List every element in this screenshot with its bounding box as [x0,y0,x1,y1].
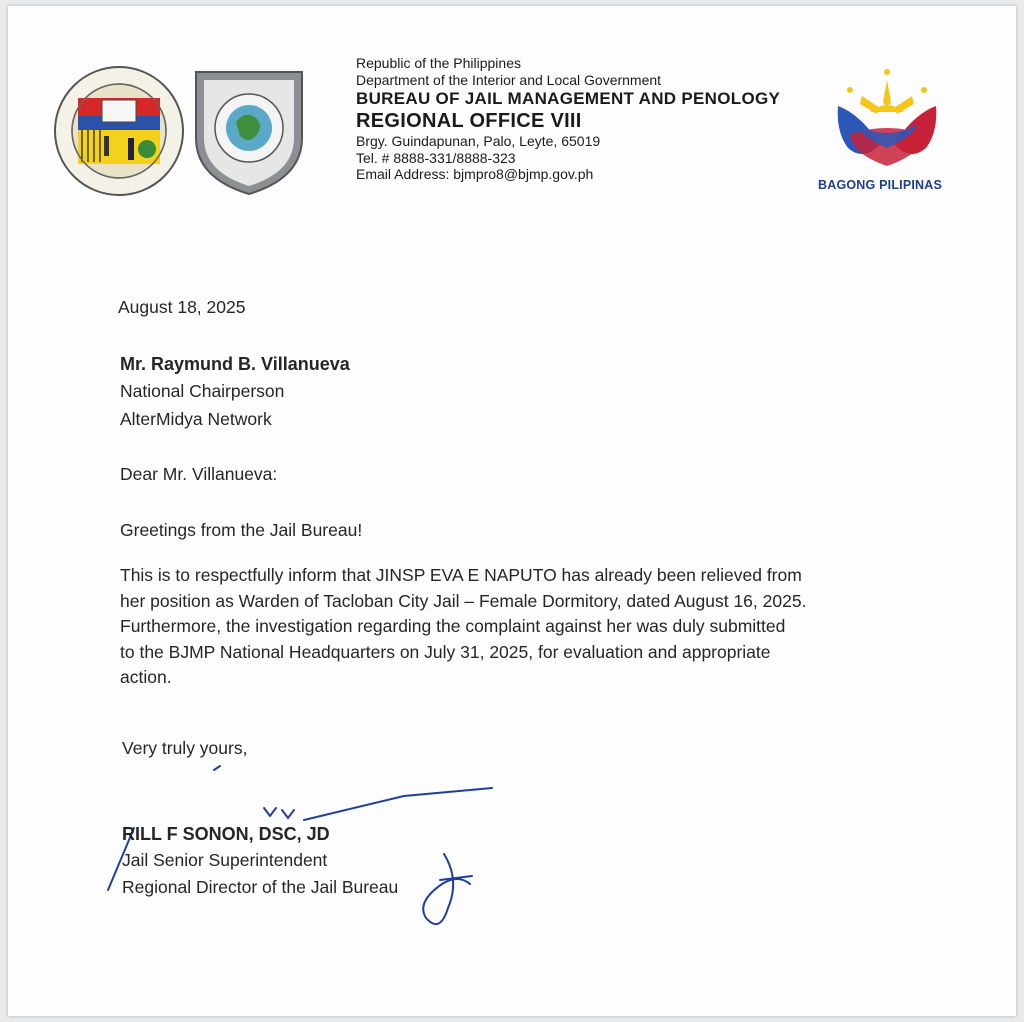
letterhead-tel: Tel. # 8888-331/8888-323 [356,149,516,166]
signatory-rank: Jail Senior Superintendent [122,850,328,870]
letterhead-address: Brgy. Guindapunan, Palo, Leyte, 65019 [356,133,601,149]
bjmp-seal-logo [52,64,186,198]
body-line: to the BJMP National Headquarters on July 31, 2025, for evaluation and appropriate [120,641,771,662]
body-line: Furthermore, the investigation regarding the complaint against her was duly submitted [120,616,786,636]
letterhead-bureau: BUREAU OF JAIL MANAGEMENT AND PENOLOGY [356,89,781,108]
salutation: Dear Mr. Villanueva: [120,464,278,484]
body-line: action. [120,667,172,687]
letter-page [8,6,1016,1016]
bagong-pilipinas-wordmark: BAGONG PILIPINAS [818,178,943,192]
body-line: This is to respectfully inform that JINSP EVA E NAPUTO has already been relieved from [120,565,802,585]
greeting: Greetings from the Jail Bureau! [120,520,363,540]
body-paragraph [120,563,806,691]
letterhead-office: REGIONAL OFFICE VIII [356,110,582,132]
letterhead-department: Department of the Interior and Local Government [356,71,662,88]
letterhead-republic: Republic of the Philippines [356,55,521,71]
letter-date: August 18, 2025 [118,297,246,317]
closing: Very truly yours, [122,738,248,758]
recipient-name: Mr. Raymund B. Villanueva [120,354,350,374]
recipient-title: National Chairperson [120,381,285,401]
bagong-pilipinas-logo [830,62,944,176]
handwritten-signature [104,758,504,938]
recipient-organization: AlterMidya Network [120,409,272,429]
letterhead [356,55,780,183]
signatory-name: RILL F SONON, DSC, JD [122,824,330,844]
bjmp-region-shield-logo [190,66,308,198]
signatory-position: Regional Director of the Jail Bureau [122,877,399,897]
body-line: her position as Warden of Tacloban City Jail – Female Dormitory, dated August 16, 2025. [120,590,807,611]
letterhead-email: Email Address: bjmpro8@bjmp.gov.ph [356,166,594,182]
